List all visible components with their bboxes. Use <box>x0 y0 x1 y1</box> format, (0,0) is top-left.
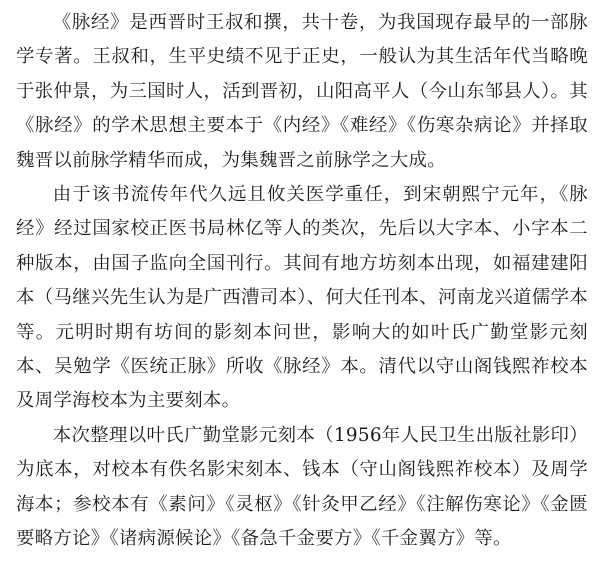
paragraph-edition-history: 由于该书流传年代久远且攸关医学重任，到宋朝熙宁元年，《脉经》经过国家校正医书局林亿等人的类次，先后以大字本、小字本二种版本，由国子监向全国刊行。其间有地方坊刻本出现，如福建建阳本（马继兴先生认为是广西漕司本）、何大任刊本、河南龙兴道儒学本等。元明时期有坊间的影刻本问世，影响大的如叶氏广勤堂影元刻本、吴勉学《医统正脉》所收《脉经》本。清代以守山阁钱熙祚校本及周学海校本为主要刻本。 <box>16 184 588 412</box>
paragraph-collation-basis: 本次整理以叶氏广勤堂影元刻本（1956年人民卫生出版社影印）为底本，对校本有佚名影宋刻本、钱本（守山阁钱熙祚校本）及周学海本；参校本有《素问》《灵枢》《针灸甲乙经》《注解伤寒论》《金匮要略方论》《诸病源候论》《备急千金要方》《千金翼方》等。 <box>16 424 588 550</box>
document-page <box>16 6 588 557</box>
paragraph-author-intro: 《脉经》是西晋时王叔和撰，共十卷，为我国现存最早的一部脉学专著。王叔和，生平史绩不见于正史，一般认为其生活年代当略晚于张仲景，为三国时人，活到晋初，山阳高平人（今山东邹县人）。其《脉经》的学术思想主要本于《内经》《难经》《伤寒杂病论》并择取魏晋以前脉学精华而成，为集魏晋之前脉学之大成。 <box>16 12 588 171</box>
